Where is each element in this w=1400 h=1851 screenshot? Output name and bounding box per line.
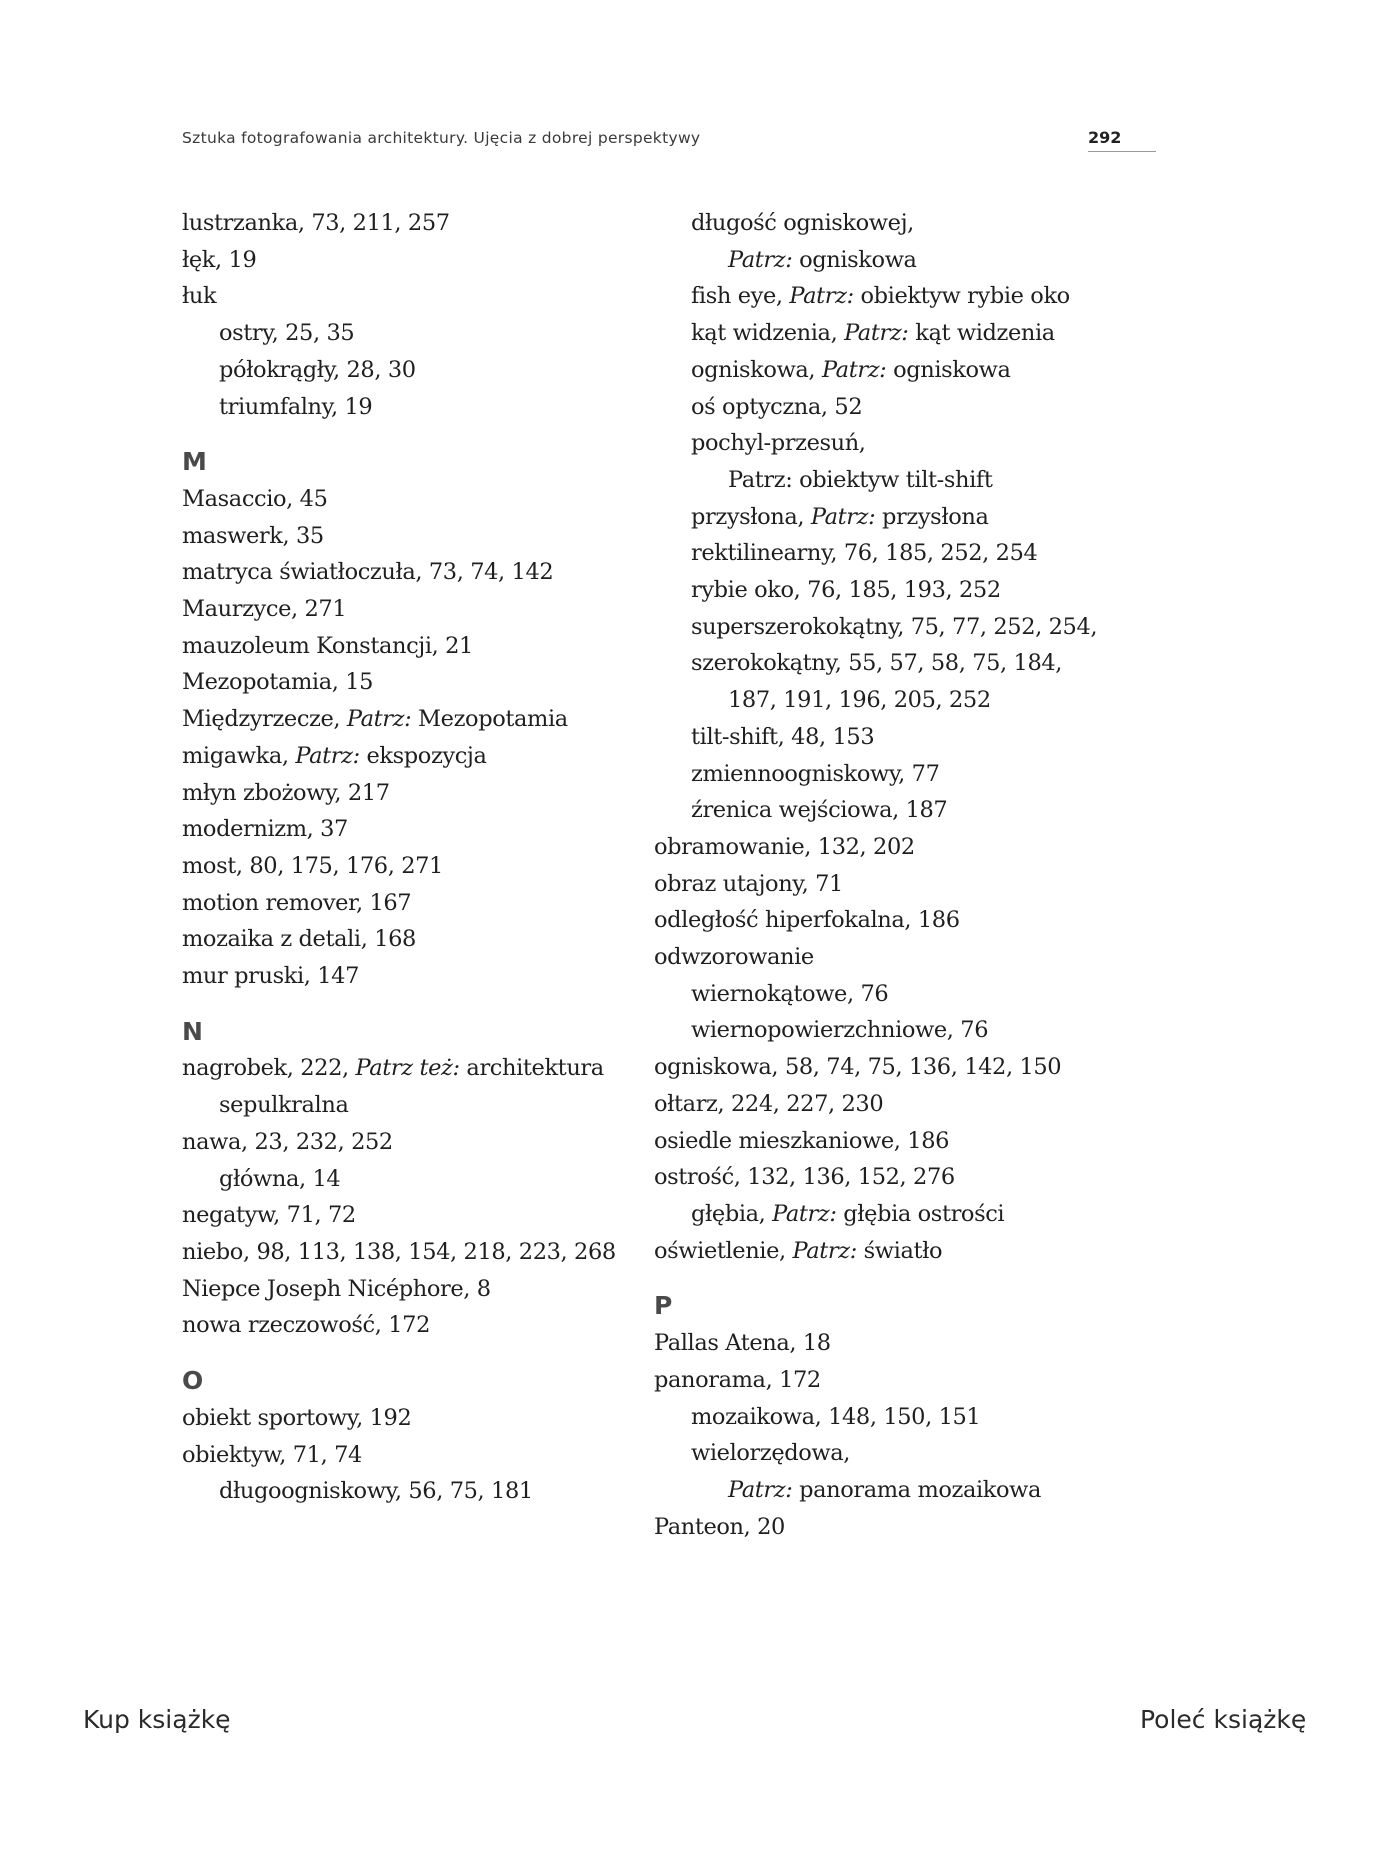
index-entry-text: 187, 191, 196, 205, 252 (728, 687, 991, 714)
index-entry (654, 939, 1104, 976)
index-entry-text: negatyw, 71, 72 (182, 1202, 356, 1229)
index-entry-text: mozaika z detali, 168 (182, 926, 416, 953)
index-entry-text: Mezopotamia, 15 (182, 669, 374, 696)
index-entry-text: matryca światłoczuła, 73, 74, 142 (182, 559, 554, 586)
index-entry-text: osiedle mieszkaniowe, 186 (654, 1127, 950, 1154)
index-entry (654, 1399, 1104, 1436)
index-entry-text: młyn zbożowy, 217 (182, 779, 390, 806)
index-entry (654, 1472, 1104, 1509)
recommend-book-link[interactable]: Poleć książkę (1140, 1705, 1307, 1734)
index-entry (654, 1049, 1104, 1086)
index-entry-text: Masaccio, 45 (182, 485, 328, 512)
index-entry-text: architektura (459, 1055, 604, 1082)
index-entry (654, 682, 1104, 719)
index-entry (182, 352, 632, 389)
index-entry (654, 976, 1104, 1013)
running-header-title: Sztuka fotografowania architektury. Ujęcia z dobrej perspektywy (182, 129, 701, 147)
index-entry-text: mur pruski, 147 (182, 963, 360, 990)
index-entry-text: lustrzanka, 73, 211, 257 (182, 210, 450, 236)
index-entry-text: zmiennoogniskowy, 77 (691, 760, 940, 787)
index-entry-text: oś optyczna, 52 (691, 393, 863, 420)
index-entry-text: maswerk, 35 (182, 522, 324, 549)
cross-reference-label: Patrz: (789, 283, 854, 310)
index-entry (654, 609, 1104, 646)
index-entry (654, 902, 1104, 939)
index-entry (182, 1473, 632, 1510)
index-entry (182, 885, 632, 922)
index-entry (654, 462, 1104, 499)
index-entry (654, 1435, 1104, 1472)
index-entry (654, 389, 1104, 426)
index-entry (182, 921, 632, 958)
index-entry-text: łęk, 19 (182, 246, 257, 273)
index-entry (654, 315, 1104, 352)
cross-reference-label: Patrz: (844, 320, 909, 347)
index-entry (182, 242, 632, 279)
index-entry (654, 1233, 1104, 1270)
index-entry-text: nowa rzeczowość, 172 (182, 1312, 430, 1339)
index-section-letter: O (182, 1366, 203, 1396)
index-entry (182, 664, 632, 701)
index-entry (654, 1123, 1104, 1160)
index-entry (182, 701, 632, 738)
index-entry-text: Międzyrzecze, (182, 706, 347, 733)
index-entry (654, 645, 1104, 682)
index-entry (182, 1161, 632, 1198)
index-entry-text: łuk (182, 283, 217, 310)
index-entry (654, 499, 1104, 536)
index-entry (182, 1307, 632, 1344)
index-entry (182, 278, 632, 315)
index-entry-text: Niepce Joseph Nicéphore, 8 (182, 1275, 491, 1302)
index-entry-text: Patrz: obiektyw tilt-shift (728, 466, 993, 493)
index-entry (654, 792, 1104, 829)
index-entry-text: wiernopowierzchniowe, 76 (691, 1017, 989, 1044)
cross-reference-label: Patrz też: (355, 1055, 460, 1082)
index-entry (654, 572, 1104, 609)
cross-reference-label: Patrz: (346, 706, 412, 733)
index-entry-text: mauzoleum Konstancji, 21 (182, 632, 473, 659)
index-entry-text: światło (856, 1237, 943, 1264)
index-entry-text: obraz utajony, 71 (654, 870, 843, 897)
index-entry (654, 242, 1104, 279)
index-entry (182, 848, 632, 885)
index-section-letter: M (182, 447, 207, 477)
index-entry-text: przysłona (875, 503, 989, 530)
index-entry (182, 628, 632, 665)
index-entry (182, 1437, 632, 1474)
index-entry (654, 719, 1104, 756)
index-entry (654, 1509, 1104, 1546)
index-entry (654, 425, 1104, 462)
index-entry (654, 205, 1104, 242)
index-entry-text: półokrągły, 28, 30 (219, 356, 416, 383)
index-entry-text: nagrobek, 222, (182, 1055, 356, 1082)
index-entry-text: fish eye, (691, 283, 790, 310)
index-entry-text: ogniskowa, 58, 74, 75, 136, 142, 150 (654, 1054, 1062, 1081)
index-entry (182, 958, 632, 995)
index-entry (182, 775, 632, 812)
index-entry (654, 866, 1104, 903)
cross-reference-label: Patrz: (295, 742, 360, 769)
index-entry-text: mozaikowa, 148, 150, 151 (691, 1403, 981, 1430)
index-entry-text: Maurzyce, 271 (182, 596, 347, 623)
index-entry-text: panorama mozaikowa (792, 1476, 1042, 1503)
index-entry-text: wielorzędowa, (691, 1440, 851, 1467)
index-entry-text: długoogniskowy, 56, 75, 181 (219, 1478, 533, 1505)
cross-reference-label: Patrz: (772, 1200, 837, 1227)
index-entry-text: głębia ostrości (836, 1200, 1005, 1227)
index-entry (182, 518, 632, 555)
index-entry (182, 811, 632, 848)
index-entry-text: Mezopotamia (411, 706, 568, 733)
index-entry (654, 1012, 1104, 1049)
index-entry-text: ołtarz, 224, 227, 230 (654, 1090, 884, 1117)
index-entry-text: ostry, 25, 35 (219, 320, 355, 347)
index-entry-text: odległość hiperfokalna, 186 (654, 907, 960, 934)
index-entry-text: wiernokątowe, 76 (691, 980, 889, 1007)
index-entry-text: nawa, 23, 232, 252 (182, 1128, 393, 1155)
index-entry (182, 1197, 632, 1234)
index-entry (654, 829, 1104, 866)
index-entry-text: most, 80, 175, 176, 271 (182, 852, 443, 879)
index-entry-text: motion remover, 167 (182, 889, 412, 916)
index-column-right (654, 205, 1104, 1545)
index-section-letter: N (182, 1016, 203, 1046)
index-entry-text: sepulkralna (219, 1092, 349, 1119)
cross-reference-label: Patrz: (792, 1237, 857, 1264)
index-entry-text: Panteon, 20 (654, 1513, 785, 1540)
index-entry-text: panorama, 172 (654, 1366, 821, 1393)
index-entry-text: niebo, 98, 113, 138, 154, 218, 223, 268 (182, 1238, 616, 1265)
index-entry (654, 1362, 1104, 1399)
index-entry-text: migawka, (182, 742, 296, 769)
index-entry-text: przysłona, (691, 503, 811, 530)
index-entry-text: oświetlenie, (654, 1237, 793, 1264)
index-entry (182, 1124, 632, 1161)
index-entry (182, 389, 632, 426)
index-entry (654, 352, 1104, 389)
index-entry (182, 1400, 632, 1437)
index-column-left (182, 205, 632, 1510)
index-entry-text: ostrość, 132, 136, 152, 276 (654, 1164, 955, 1191)
index-entry-text: ekspozycja (359, 742, 487, 769)
index-entry-text: ogniskowa, (691, 356, 822, 383)
index-entry (654, 756, 1104, 793)
index-entry (182, 738, 632, 775)
index-entry-text: długość ogniskowej, (691, 210, 914, 236)
index-entry (654, 535, 1104, 572)
index-entry-text: obiektyw rybie oko (853, 283, 1070, 310)
index-entry (654, 1196, 1104, 1233)
index-entry-text: obramowanie, 132, 202 (654, 833, 915, 860)
index-entry (182, 1271, 632, 1308)
index-entry (182, 315, 632, 352)
index-entry (182, 481, 632, 518)
index-entry-text: superszerokokątny, 75, 77, 252, 254, (691, 613, 1098, 640)
index-entry-text: odwzorowanie (654, 944, 814, 971)
index-entry-text: Pallas Atena, 18 (654, 1330, 831, 1357)
cross-reference-label: Patrz: (728, 1476, 793, 1503)
index-entry-text: szerokokątny, 55, 57, 58, 75, 184, (691, 650, 1063, 677)
index-entry-text: głębia, (691, 1200, 773, 1227)
cross-reference-label: Patrz: (821, 356, 887, 383)
cross-reference-label: Patrz: (728, 246, 793, 273)
index-entry-text: ogniskowa (792, 246, 917, 273)
index-entry-text: obiekt sportowy, 192 (182, 1404, 412, 1431)
index-entry-text: rybie oko, 76, 185, 193, 252 (691, 577, 1001, 604)
index-entry (182, 1050, 632, 1087)
index-entry-text: pochyl-przesuń, (691, 430, 866, 457)
cross-reference-label: Patrz: (810, 503, 876, 530)
index-section-letter: P (654, 1291, 672, 1321)
index-entry (654, 278, 1104, 315)
index-entry (654, 1086, 1104, 1123)
index-entry-text: kąt widzenia (908, 320, 1055, 347)
index-entry (182, 591, 632, 628)
index-entry-text: ogniskowa (886, 356, 1011, 383)
index-entry-text: źrenica wejściowa, 187 (691, 797, 948, 824)
index-entry (654, 1325, 1104, 1362)
buy-book-link[interactable]: Kup książkę (83, 1705, 231, 1734)
index-entry-text: rektilinearny, 76, 185, 252, 254 (691, 540, 1038, 567)
index-entry-text: kąt widzenia, (691, 320, 845, 347)
index-entry-text: modernizm, 37 (182, 816, 348, 843)
page-number: 292 (1088, 128, 1156, 152)
index-entry-text: obiektyw, 71, 74 (182, 1441, 362, 1468)
index-entry (182, 205, 632, 242)
index-entry-text: triumfalny, 19 (219, 393, 373, 420)
index-entry-text: tilt-shift, 48, 153 (691, 723, 875, 750)
index-entry (182, 1087, 632, 1124)
index-entry-text: główna, 14 (219, 1165, 341, 1192)
index-entry (182, 1234, 632, 1271)
index-entry (654, 1159, 1104, 1196)
index-entry (182, 554, 632, 591)
